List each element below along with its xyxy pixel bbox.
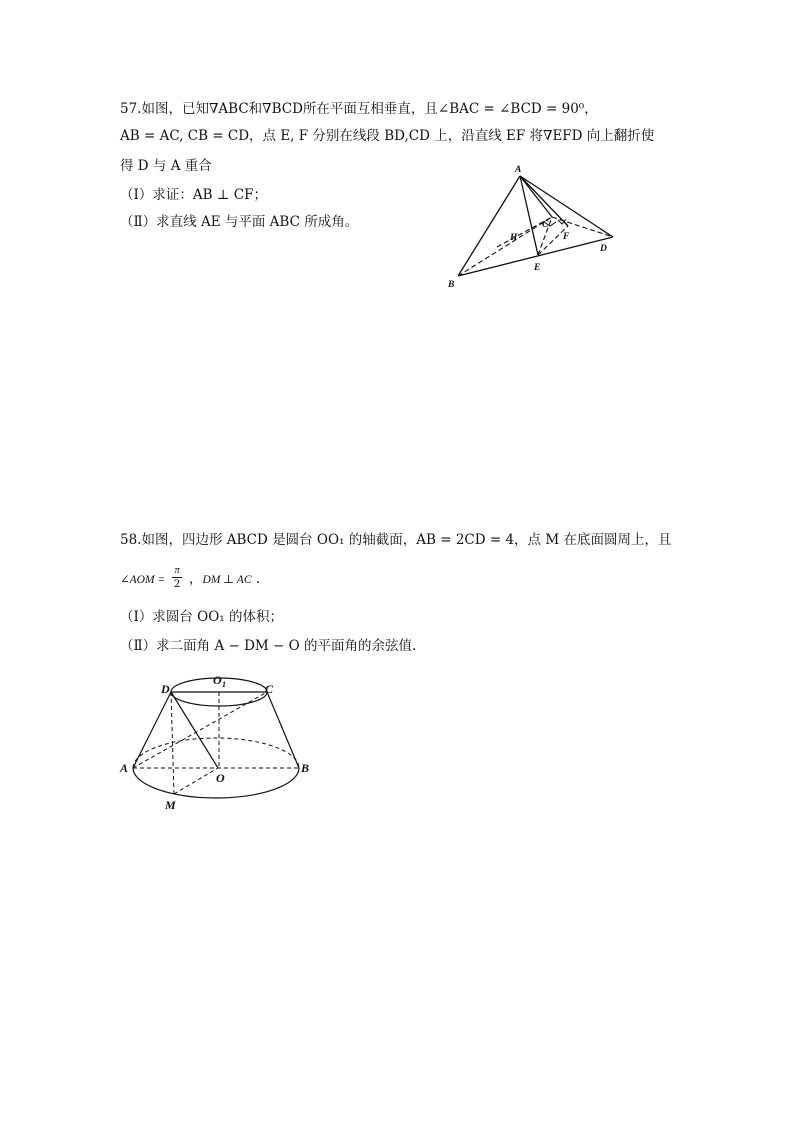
label-C: C [265, 682, 274, 696]
label-M: M [165, 798, 176, 812]
label-A: A [515, 165, 522, 175]
p58-line2: ∠AOM = $\frac{\pi}{2}$ ，DM ⊥ AC . [120, 565, 261, 590]
p57-part1: （Ⅰ）求证：AB ⊥ CF； [120, 187, 267, 203]
p57-line3: 得 D 与 A 重合 [120, 158, 212, 174]
label-O1-sub: 1 [222, 680, 226, 689]
p58-part2: （Ⅱ）求二面角 A − DM − O 的平面角的余弦值. [120, 638, 417, 654]
label-A: A [120, 761, 129, 775]
label-D: D [161, 682, 170, 696]
p57-part2: （Ⅱ）求直线 AE 与平面 ABC 所成角。 [120, 214, 359, 230]
frustum-figure [115, 668, 325, 818]
label-E: E [534, 263, 541, 273]
p58-line1: 58.如图，四边形 ABCD 是圆台 OO₁ 的轴截面，AB = 2CD = 4，点 M 在底面圆周上，且 [120, 532, 672, 548]
label-O1: O [213, 673, 222, 687]
label-H: H [510, 233, 518, 243]
label-F: F [563, 232, 570, 242]
label-O: O [216, 771, 225, 785]
label-B: B [301, 761, 310, 775]
label-D: D [600, 244, 607, 254]
p58-part1: （Ⅰ）求圆台 OO₁ 的体积； [120, 609, 283, 625]
p57-line1: 57.如图，已知∇ABC和∇BCD所在平面互相垂直，且∠BAC = ∠BCD = 90⁰， [120, 101, 598, 117]
p57-line2: AB = AC, CB = CD，点 E, F 分别在线段 BD,CD 上，沿直线 EF 将∇EFD 向上翻折使 [120, 128, 655, 144]
tetrahedron-figure [440, 160, 630, 295]
label-C: C [542, 220, 549, 230]
label-B: B [448, 280, 455, 290]
